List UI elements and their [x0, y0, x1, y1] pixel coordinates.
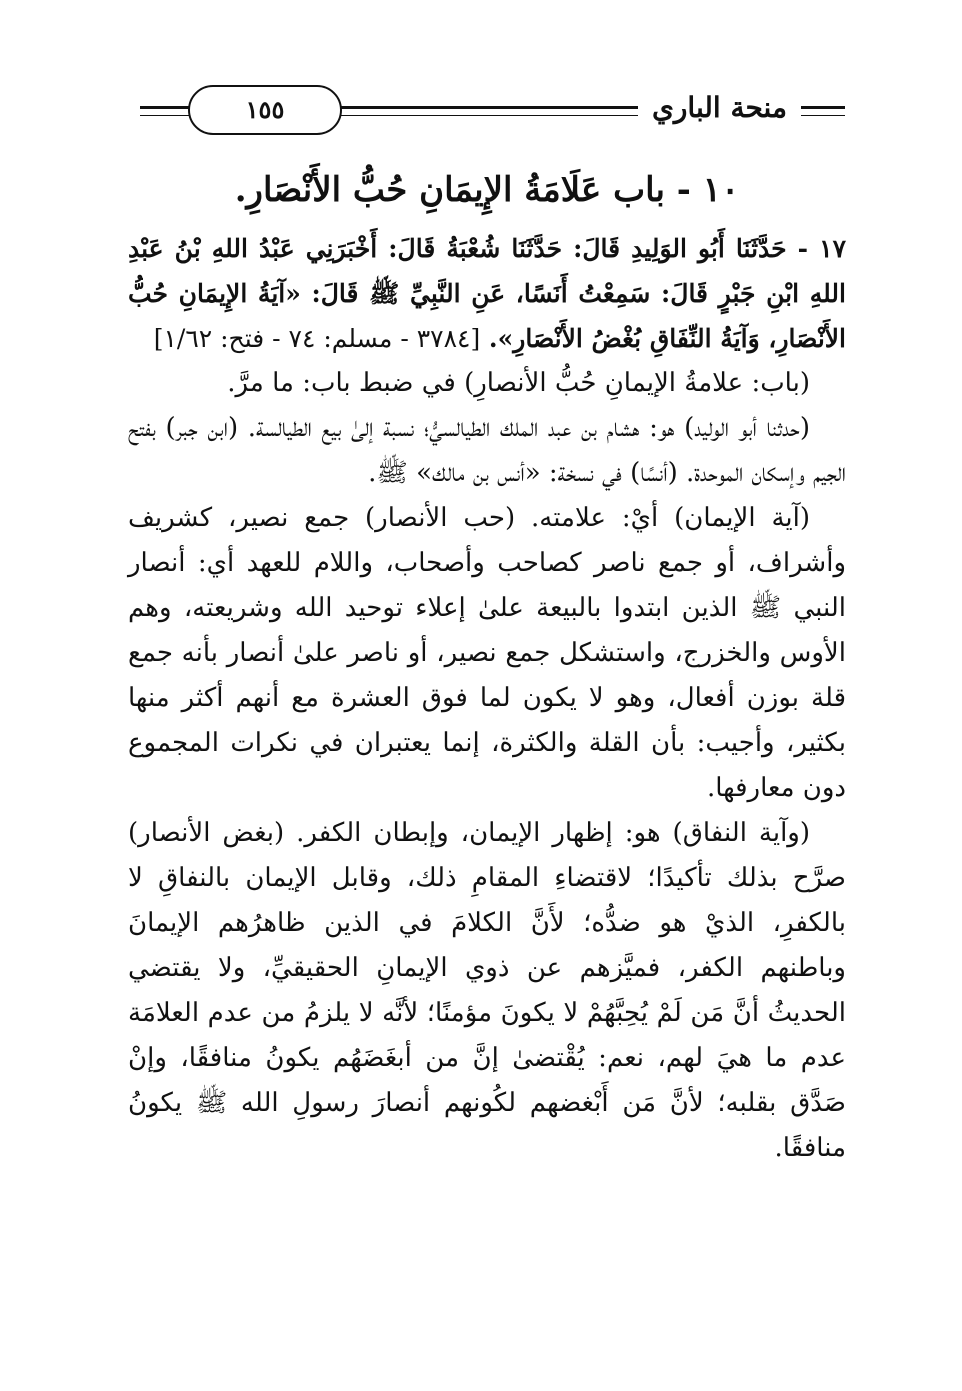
commentary-paragraph-4: (وآية النفاق) هو: إظهار الإيمان، وإبطان الكفر. (بغض الأنصار) صرَّح بذلك تأكيدًا؛ لاقتضاءِ المقامِ ذلك، وقابل الإيمان بالنفاقِ لا بالكفرِ، الذيْ هو ضدُّه؛ لأَنَّ الكلامَ في الذين ظاهرُهم الإيمانَ وباطنهم الكفر، فميَّزهم عن ذوي الإيمانِ الحقيقيِّ، ولا يقتضي الحديثُ أنَّ مَن لَمْ يُحِبَّهُمْ لا يكونَ مؤمنًا؛ لأنَّه لا يلزمُ من عدم العلامَة عدم ما هيَ لهم، نعم: يُقْتضىٰ إنَّ من أبغَضَهُم يكونُ منافقًا، وإنْ صَدَّق بقلبه؛ لأنَّ مَن أَبْغضهم لكُونهم أنصارَ رسولِ الله ﷺ يكونُ منافقًا.: [128, 818, 846, 1163]
hadith-reference: [٣٧٨٤ - مسلم: ٧٤ - فتح: ١/٦٢]: [153, 324, 481, 353]
page-number: ١٥٥: [188, 85, 342, 135]
chapter-heading: ١٠ - باب عَلَامَةُ الإِيمَانِ حُبُّ الأَنْصَارِ.: [234, 170, 740, 210]
commentary-paragraph-2: (حدثنا أبو الوليد) هو: هشام بن عبد الملك الطيالسيُّ؛ نسبة إلىٰ بيع الطيالسة. (ابن جبر) بفتح الجيم وإسكان الموحدة. (أنسًا) في نسخة: «أنس بن مالك» ﷺ.: [128, 413, 846, 488]
hadith-text: [128, 226, 846, 361]
page-body: [128, 158, 846, 1171]
book-title: منحة الباري: [638, 88, 801, 128]
commentary-paragraph-1: (باب: علامةُ الإيمانِ حُبُّ الأنصارِ) في ضبط باب: ما مرَّ.: [227, 368, 810, 398]
hadith-body: ١٧ - حَدَّثَنَا أَبُو الوَلِيدِ قَالَ: حَدَّثَنَا شُعْبَةُ قَالَ: أَخْبَرَنِي عَبْدُ اللهِ بْنُ عَبْدِ اللهِ ابْنِ جَبْرٍ قَالَ: سَمِعْتُ أَنَسًا، عَنِ النَّبِيِّ ﷺ قَالَ: «آيَةُ الإِيمَانِ حُبُّ الأَنْصَارِ، وَآيَةُ النِّفَاقِ بُغْضُ الأَنْصَارِ».: [128, 234, 846, 353]
page-header: [140, 84, 845, 136]
commentary-paragraph-3: (آية الإيمان) أيْ: علامته. (حب الأنصار) جمع نصير، كشريف وأشراف، أو جمع ناصر كصاحب وأصحاب، واللام للعهد أي: أنصار النبي ﷺ الذين ابتدوا بالبيعة علىٰ إعلاء توحيد الله وشريعته، وهم الأوس والخزرج، واستشكل جمع نصير، أو ناصر علىٰ أنصار بأنه جمع قلة بوزن أفعال، وهو لا يكون لما فوق العشرة مع أنهم أكثر منها بكثير، وأجيب: بأن القلة والكثرة، إنما يعتبران في نكرات المجموع دون معارفها.: [128, 503, 846, 803]
